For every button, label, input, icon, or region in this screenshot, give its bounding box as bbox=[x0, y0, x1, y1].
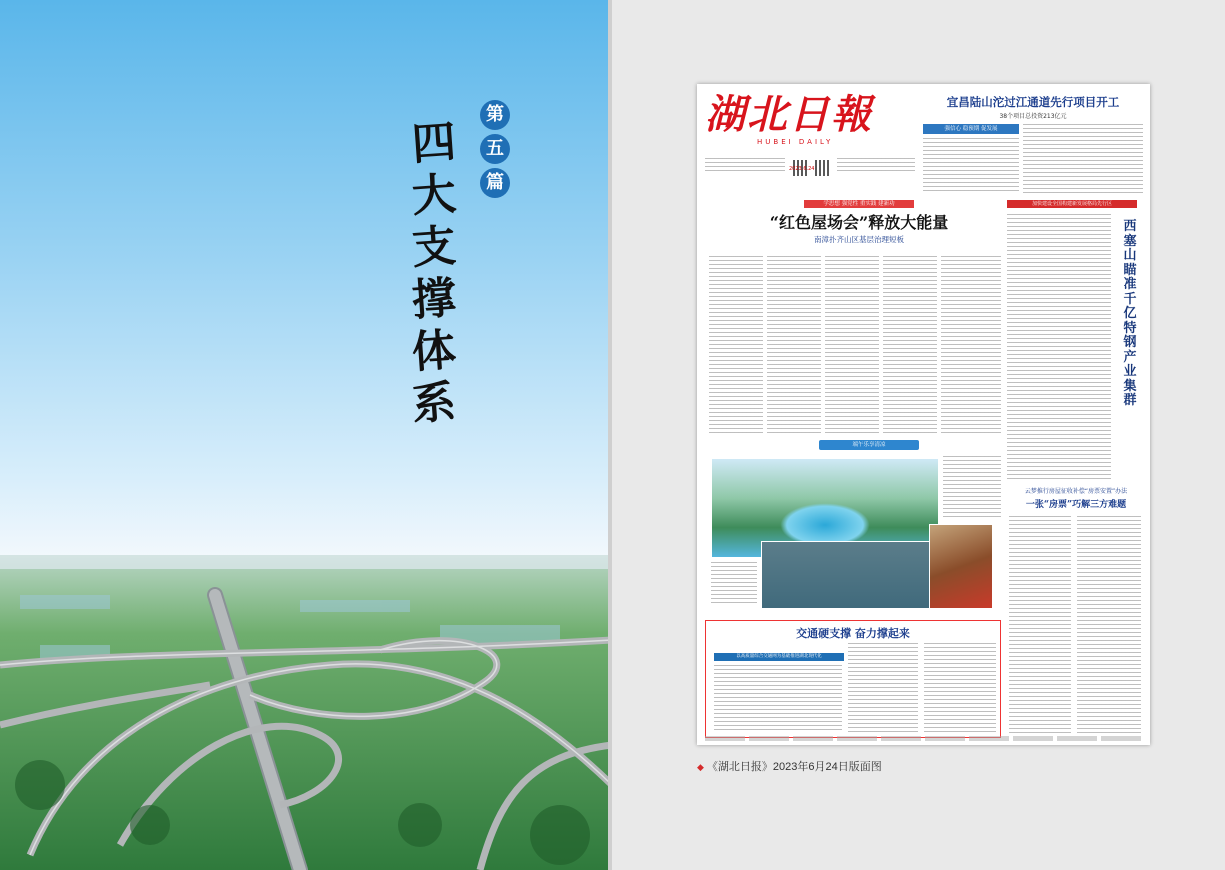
article-text bbox=[848, 643, 918, 733]
figure-caption bbox=[697, 758, 882, 774]
boxed-story-label: 以高质量综合交通网为基础推进湖北现代化 bbox=[714, 653, 844, 661]
chapter-title bbox=[404, 118, 464, 430]
vertical-headline-char: 集 bbox=[1123, 378, 1137, 394]
chapter-badge: 第 bbox=[480, 100, 510, 130]
theme-banner-text: 学思想 强党性 重实践 建新功 bbox=[804, 200, 914, 208]
boxed-feature-story bbox=[705, 620, 1001, 738]
figure-caption-text: 《湖北日报》2023年6月24日版面图 bbox=[706, 761, 882, 773]
chapter-cover-page bbox=[0, 0, 612, 870]
masthead-title: 湖北日報 bbox=[705, 91, 873, 138]
vertical-headline-char: 西 bbox=[1123, 219, 1137, 234]
column-band: 强信心 稳预期 促发展 bbox=[923, 124, 1019, 134]
newspaper-masthead bbox=[705, 92, 910, 152]
boxed-story-headline: 交通硬支撑 奋力撑起来 bbox=[796, 627, 910, 640]
vertical-headline-char: 业 bbox=[1123, 364, 1137, 379]
diamond-icon: ◆ bbox=[697, 762, 704, 772]
article-text bbox=[883, 256, 937, 434]
book-spine bbox=[608, 0, 612, 870]
photo-caption-text bbox=[943, 456, 1001, 520]
article-text bbox=[1007, 214, 1111, 480]
photo-feature-band: 端午乐享清凉 bbox=[819, 440, 919, 450]
vertical-headline-char: 山 bbox=[1123, 248, 1137, 263]
swimmers-photo bbox=[761, 541, 933, 609]
chapter-badge: 五 bbox=[480, 134, 510, 164]
chapter-title-char: 体 bbox=[410, 324, 458, 379]
masthead-english: HUBEI DAILY bbox=[757, 138, 834, 146]
newspaper-front-page bbox=[697, 84, 1150, 745]
vertical-headline-char: 亿 bbox=[1123, 306, 1137, 321]
column-label: 加快建设全国构建新发展格局先行区 bbox=[1007, 200, 1137, 208]
top-headline: 宜昌陆山沱过江通道先行项目开工 bbox=[946, 95, 1120, 109]
vertical-headline-char: 特 bbox=[1123, 320, 1137, 336]
vertical-headline-char: 瞄 bbox=[1123, 262, 1137, 278]
article-text bbox=[923, 138, 1019, 194]
article-text bbox=[767, 256, 821, 434]
lead-subheadline: 南漳扑齐山区基层治理短板 bbox=[814, 235, 904, 244]
issue-date: 2023.6.24 bbox=[789, 166, 815, 172]
vertical-headline-char: 塞 bbox=[1123, 233, 1137, 249]
article-text bbox=[1023, 124, 1143, 194]
vertical-headline-char: 千 bbox=[1123, 291, 1137, 307]
chapter-title-char: 支 bbox=[410, 220, 458, 275]
chapter-title-char: 撑 bbox=[410, 272, 458, 327]
article-text bbox=[924, 643, 996, 733]
article-text bbox=[1009, 516, 1071, 734]
chapter-number bbox=[480, 100, 512, 202]
chapter-title-char: 四 bbox=[410, 116, 458, 171]
article-text bbox=[825, 256, 879, 434]
top-subheadline: 38个项目总投资213亿元 bbox=[999, 113, 1067, 120]
qr-code-icon bbox=[815, 160, 831, 176]
masthead-info-text bbox=[705, 158, 785, 174]
dragon-boat-photo bbox=[929, 524, 993, 609]
vertical-headline bbox=[1116, 220, 1144, 409]
side-story-kicker: 云梦推行房屋征收补偿“房票安置”办法 bbox=[1024, 488, 1128, 495]
lead-headline: “红色屋场会”释放大能量 bbox=[769, 213, 949, 232]
chapter-badge: 篇 bbox=[480, 168, 510, 198]
side-story-headline: 一张“房票”巧解三方难题 bbox=[1025, 500, 1127, 510]
chapter-title-char: 系 bbox=[410, 376, 458, 431]
theme-banner bbox=[709, 200, 1009, 208]
vertical-headline-char: 产 bbox=[1123, 349, 1137, 365]
vertical-headline-char: 准 bbox=[1123, 277, 1137, 292]
highway-interchange-photo bbox=[0, 555, 612, 870]
masthead-info-text bbox=[837, 158, 915, 174]
article-text bbox=[714, 665, 842, 733]
page-footer bbox=[705, 736, 1142, 741]
article-text bbox=[941, 256, 1001, 434]
vertical-headline-char: 群 bbox=[1123, 393, 1137, 408]
lead-story-header bbox=[719, 212, 999, 246]
photo-caption-text bbox=[711, 562, 757, 604]
article-text bbox=[709, 256, 763, 434]
chapter-title-char: 大 bbox=[410, 168, 458, 223]
vertical-headline-char: 钢 bbox=[1123, 335, 1137, 350]
article-text bbox=[1077, 516, 1141, 734]
